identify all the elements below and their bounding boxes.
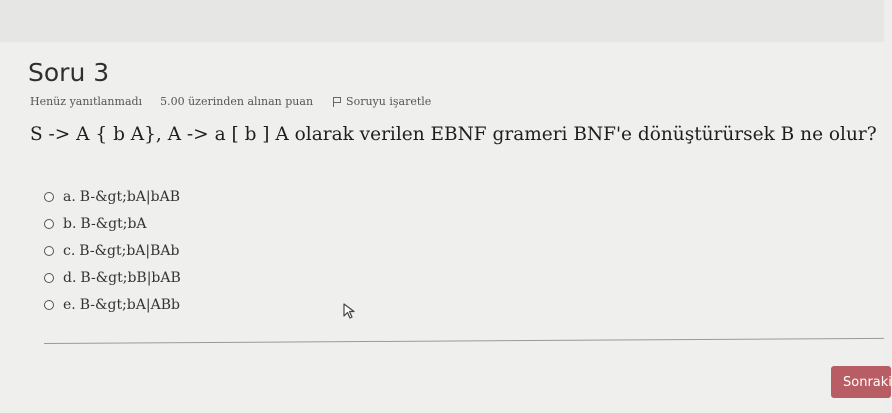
answer-text: B-&gt;bB|bAB [80, 269, 181, 286]
answer-letter: a. [63, 188, 76, 205]
next-page-button[interactable] [831, 366, 891, 398]
answer-option-a[interactable] [44, 183, 181, 210]
flag-question-label: Soruyu işaretle [346, 95, 432, 108]
question-info [30, 95, 431, 108]
answer-option-e[interactable] [44, 291, 181, 318]
answer-text: B-&gt;bA|bAB [79, 188, 180, 205]
answer-letter: b. [63, 215, 77, 232]
answer-letter: c. [63, 242, 76, 259]
radio-button[interactable] [44, 192, 54, 202]
answer-list [44, 183, 181, 318]
flag-question-link[interactable] [333, 95, 431, 108]
answer-letter: d. [63, 269, 77, 286]
answer-text: B-&gt;bA [80, 215, 147, 232]
radio-button[interactable] [44, 219, 54, 229]
answer-option-c[interactable] [44, 237, 181, 264]
radio-button[interactable] [44, 300, 54, 310]
question-title: Soru 3 [28, 58, 110, 87]
radio-button[interactable] [44, 273, 54, 283]
top-bar [0, 0, 884, 42]
radio-button[interactable] [44, 246, 54, 256]
next-page-label: Sonraki [843, 374, 892, 390]
flag-icon [333, 97, 341, 107]
question-status: Henüz yanıtlanmadı [30, 95, 143, 108]
question-points: 5.00 üzerinden alınan puan [160, 95, 314, 108]
mouse-pointer-icon [343, 303, 357, 323]
answer-text: B-&gt;bA|BAb [79, 242, 180, 259]
question-text: S -> A { b A}, A -> a [ b ] A olarak verilen EBNF grameri BNF'e dönüştürürsek B ne olur? [30, 124, 877, 145]
divider [44, 338, 884, 344]
answer-option-d[interactable] [44, 264, 181, 291]
answer-text: B-&gt;bA|ABb [79, 296, 180, 313]
answer-option-b[interactable] [44, 210, 181, 237]
answer-letter: e. [63, 296, 76, 313]
